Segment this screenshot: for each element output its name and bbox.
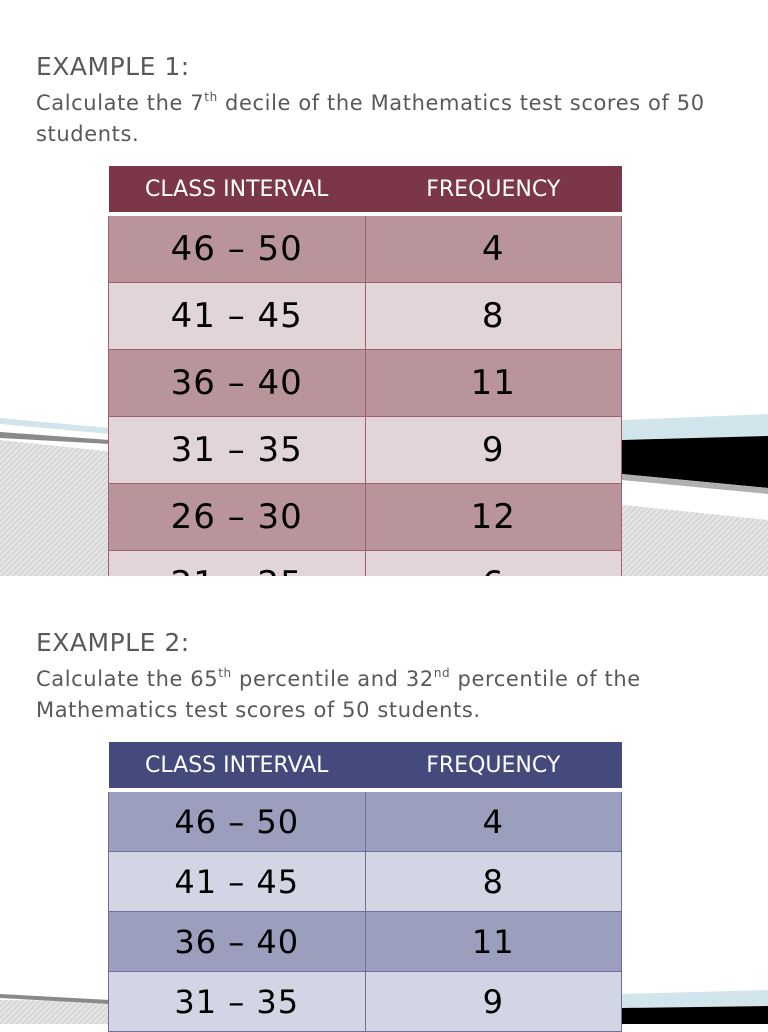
table-row <box>109 790 622 852</box>
question-text: Calculate the 7th decile of the Mathematics test scores of 50 students. <box>36 90 705 146</box>
class-interval-cell: 26 – 30 <box>109 484 366 551</box>
class-interval-cell: 46 – 50 <box>109 214 366 283</box>
frequency-cell: 9 <box>365 972 622 1032</box>
table-row <box>109 912 622 972</box>
frequency-table <box>108 742 622 1032</box>
example-heading: EXAMPLE 1: <box>36 52 190 81</box>
table-row <box>109 214 622 283</box>
class-interval-cell: 36 – 40 <box>109 912 366 972</box>
slide-example-2 <box>0 576 768 1024</box>
class-interval-cell: 31 – 35 <box>109 417 366 484</box>
frequency-cell: 9 <box>365 417 622 484</box>
header-class-interval: CLASS INTERVAL <box>109 166 366 214</box>
header-frequency: FREQUENCY <box>365 742 622 790</box>
table-row <box>109 852 622 912</box>
frequency-table <box>108 166 622 618</box>
frequency-cell: 11 <box>365 912 622 972</box>
table-row <box>109 350 622 417</box>
table-row <box>109 972 622 1032</box>
header-class-interval: CLASS INTERVAL <box>109 742 366 790</box>
frequency-cell: 4 <box>365 214 622 283</box>
class-interval-cell: 41 – 45 <box>109 283 366 350</box>
frequency-cell: 11 <box>365 350 622 417</box>
table-row <box>109 484 622 551</box>
frequency-cell: 8 <box>365 283 622 350</box>
frequency-cell: 4 <box>365 790 622 852</box>
header-frequency: FREQUENCY <box>365 166 622 214</box>
table-row <box>109 283 622 350</box>
table-header-row <box>109 742 622 790</box>
question-text: Calculate the 65th percentile and 32nd percentile of the Mathematics test scores of 50 students. <box>36 666 641 722</box>
frequency-cell: 12 <box>365 484 622 551</box>
example-heading: EXAMPLE 2: <box>36 628 190 657</box>
table-header-row <box>109 166 622 214</box>
table-row <box>109 417 622 484</box>
class-interval-cell: 41 – 45 <box>109 852 366 912</box>
class-interval-cell: 36 – 40 <box>109 350 366 417</box>
frequency-cell: 8 <box>365 852 622 912</box>
class-interval-cell: 46 – 50 <box>109 790 366 852</box>
class-interval-cell: 31 – 35 <box>109 972 366 1032</box>
